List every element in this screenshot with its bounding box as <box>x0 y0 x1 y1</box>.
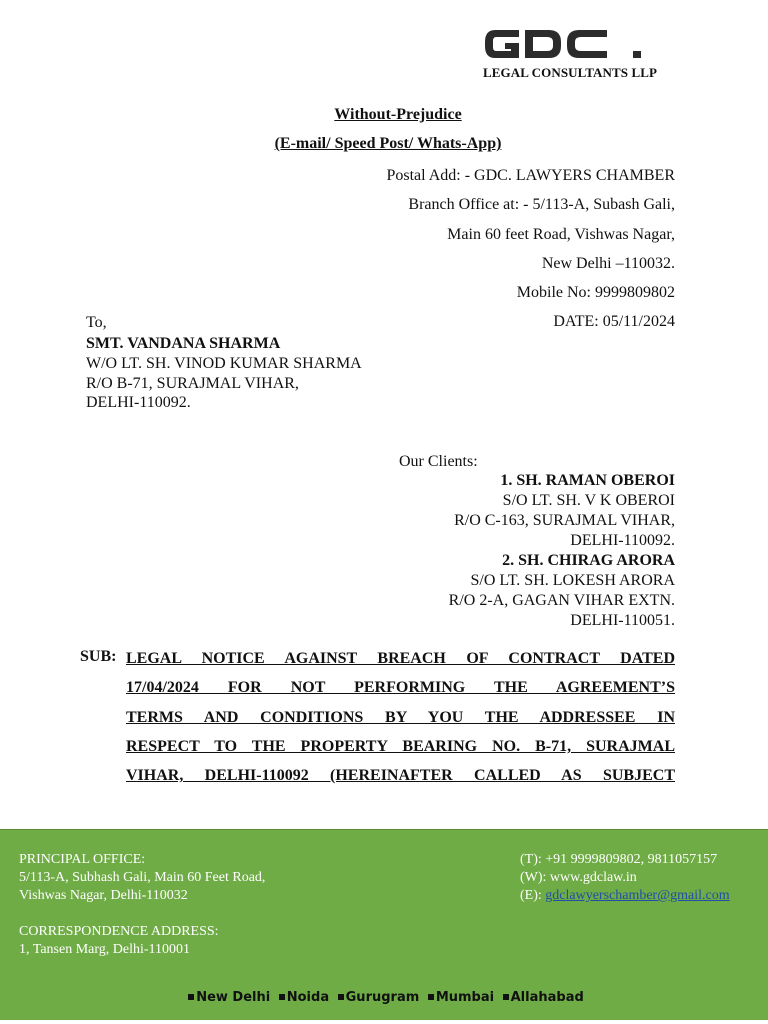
city-item: Allahabad <box>510 990 584 1005</box>
phone-numbers: (T): +91 9999809802, 9811057157 <box>520 852 718 867</box>
client-name: 1. SH. RAMAN OBEROI <box>500 472 675 489</box>
without-prejudice-heading: Without-Prejudice <box>334 106 462 123</box>
mobile-number: Mobile No: 9999809802 <box>516 284 675 301</box>
principal-office-address: Vishwas Nagar, Delhi-110032 <box>19 888 188 903</box>
recipient-name: SMT. VANDANA SHARMA <box>86 335 281 352</box>
to-label: To, <box>86 314 107 331</box>
delivery-mode-heading: (E-mail/ Speed Post/ Whats-App) <box>274 135 502 152</box>
city-item: Noida <box>286 990 330 1005</box>
recipient-city: DELHI-110092. <box>86 394 191 411</box>
postal-address: Postal Add: - GDC. LAWYERS CHAMBER <box>386 167 675 184</box>
website: (W): www.gdclaw.in <box>520 870 637 885</box>
city-item: New Delhi <box>196 990 271 1005</box>
recipient-residence: R/O B-71, SURAJMAL VIHAR, <box>86 375 299 392</box>
bullet-square-icon <box>338 994 344 1000</box>
subject-line: RESPECT TO THE PROPERTY BEARING NO. B-71, SURAJMAL <box>126 738 675 755</box>
bullet-square-icon <box>503 994 509 1000</box>
bullet-square-icon <box>188 994 194 1000</box>
clients-label: Our Clients: <box>399 453 478 470</box>
branch-road: Main 60 feet Road, Vishwas Nagar, <box>447 226 675 243</box>
subject-line: LEGAL NOTICE AGAINST BREACH OF CONTRACT DATED <box>126 650 675 667</box>
subject-label: SUB: <box>80 648 117 665</box>
client-city: DELHI-110051. <box>570 612 675 629</box>
city-item: Gurugram <box>345 990 420 1005</box>
firm-name: LEGAL CONSULTANTS LLP <box>483 65 658 80</box>
client-relation: S/O LT. SH. LOKESH ARORA <box>470 572 675 589</box>
client-name: 2. SH. CHIRAG ARORA <box>502 552 675 569</box>
subject-line: 17/04/2024 FOR NOT PERFORMING THE AGREEMENT’S <box>126 679 675 696</box>
email-label: (E): <box>520 888 546 903</box>
email-row <box>520 888 730 904</box>
client-city: DELHI-110092. <box>570 532 675 549</box>
subject-line: VIHAR, DELHI-110092 (HEREINAFTER CALLED AS SUBJECT <box>126 767 675 784</box>
correspondence-address: 1, Tansen Marg, Delhi-110001 <box>19 942 191 957</box>
bullet-square-icon <box>428 994 434 1000</box>
principal-office-address: 5/113-A, Subhash Gali, Main 60 Feet Road, <box>19 870 266 885</box>
bullet-square-icon <box>279 994 285 1000</box>
letterhead-footer <box>0 829 768 1020</box>
client-relation: S/O LT. SH. V K OBEROI <box>502 492 675 509</box>
client-residence: R/O 2-A, GAGAN VIHAR EXTN. <box>448 592 675 609</box>
notice-date: DATE: 05/11/2024 <box>553 313 675 330</box>
principal-office-label: PRINCIPAL OFFICE: <box>19 852 146 867</box>
office-cities <box>0 990 768 1005</box>
city-item: Mumbai <box>435 990 495 1005</box>
recipient-relation: W/O LT. SH. VINOD KUMAR SHARMA <box>86 355 362 372</box>
gdc-logo <box>483 26 648 62</box>
correspondence-label: CORRESPONDENCE ADDRESS: <box>19 924 219 939</box>
branch-city: New Delhi –110032. <box>541 255 675 272</box>
client-residence: R/O C-163, SURAJMAL VIHAR, <box>454 512 675 529</box>
subject-line: TERMS AND CONDITIONS BY YOU THE ADDRESSEE IN <box>126 709 675 726</box>
branch-office: Branch Office at: - 5/113-A, Subash Gali, <box>408 196 675 213</box>
email-link[interactable]: gdclawyerschamber@gmail.com <box>545 888 730 903</box>
